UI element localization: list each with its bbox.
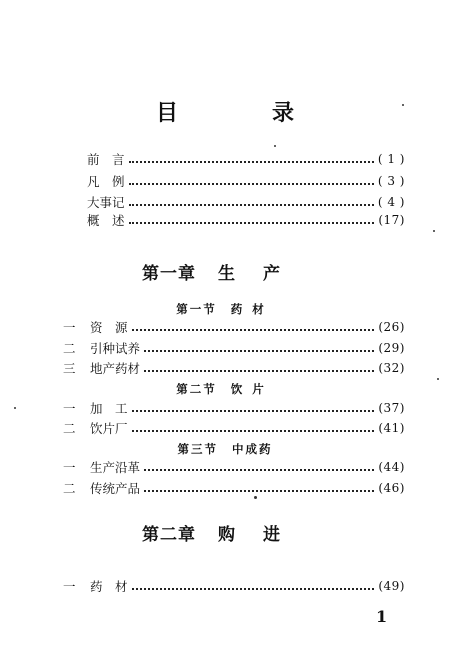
dot-leader (129, 204, 374, 206)
scan-speck (254, 496, 257, 499)
toc-row-conventions[interactable] (87, 172, 405, 190)
dot-leader (129, 222, 375, 224)
chapter-heading[interactable] (0, 520, 450, 545)
chapter-heading[interactable] (0, 259, 450, 284)
section-number: 第二节 (176, 382, 217, 396)
toc-entry-index: 三 (63, 361, 76, 376)
toc-entry-index: 二 (63, 421, 76, 436)
toc-page-number: (32) (378, 361, 405, 375)
toc-entry-index: 一 (63, 460, 76, 475)
toc-entry-label: 引种试养 (90, 341, 141, 356)
toc-row[interactable] (63, 577, 405, 595)
chapter-title: 生产 (218, 264, 308, 284)
toc-entry-label: 凡 例 (87, 174, 125, 189)
toc-entry-index: 一 (63, 320, 76, 335)
dot-leader (132, 430, 375, 432)
toc-entry-label: 大事记 (87, 195, 125, 210)
scan-speck (437, 378, 439, 380)
toc-page-number: (41) (378, 421, 405, 435)
dot-leader (144, 370, 374, 372)
toc-entry-index: 一 (63, 579, 76, 594)
toc-entry-index: 二 (63, 481, 76, 496)
scan-speck (14, 407, 16, 409)
toc-row[interactable] (63, 318, 405, 336)
dot-leader (132, 588, 375, 590)
dot-leader (132, 329, 375, 331)
toc-page-number: (49) (378, 579, 405, 593)
toc-row[interactable] (63, 479, 405, 497)
toc-entry-label: 地产药材 (90, 361, 141, 376)
section-heading[interactable] (0, 301, 450, 317)
section-title: 药材 (230, 302, 274, 316)
toc-row[interactable] (63, 359, 405, 377)
chapter-number: 第一章 (142, 264, 196, 284)
toc-page-number: (17) (378, 213, 405, 227)
toc-entry-label: 资 源 (90, 320, 128, 335)
toc-entry-index: 一 (63, 401, 76, 416)
toc-page-number: (44) (378, 460, 405, 474)
section-number: 第一节 (176, 302, 217, 316)
scan-speck (274, 145, 276, 147)
toc-page-number: (37) (378, 401, 405, 415)
toc-page-number: ( 3 ) (377, 174, 405, 188)
dot-leader (129, 183, 374, 185)
toc-page-number: ( 4 ) (377, 195, 405, 209)
scan-speck (402, 104, 404, 106)
section-heading[interactable] (0, 381, 450, 397)
page-number: 1 (376, 607, 388, 626)
chapter-title: 购进 (218, 525, 308, 545)
section-number: 第三节 (177, 442, 218, 456)
page-title: 目 录 (155, 101, 330, 126)
toc-entry-index: 二 (63, 341, 76, 356)
toc-entry-label: 概 述 (87, 213, 125, 228)
toc-entry-label: 饮片厂 (90, 421, 128, 436)
toc-row[interactable] (63, 458, 405, 476)
chapter-number: 第二章 (142, 525, 196, 545)
toc-row[interactable] (63, 399, 405, 417)
toc-entry-label: 前 言 (87, 152, 125, 167)
section-heading[interactable] (0, 441, 450, 457)
dot-leader (129, 161, 374, 163)
dot-leader (144, 490, 374, 492)
dot-leader (132, 410, 375, 412)
toc-entry-label: 生产沿革 (90, 460, 141, 475)
toc-page-number: ( 1 ) (377, 152, 405, 166)
toc-row-chronicle[interactable] (87, 193, 405, 211)
toc-entry-label: 传统产品 (90, 481, 141, 496)
toc-page-number: (29) (378, 341, 405, 355)
toc-row-overview[interactable] (87, 211, 405, 229)
dot-leader (144, 469, 374, 471)
section-title: 中成药 (232, 442, 273, 456)
toc-row[interactable] (63, 339, 405, 357)
scan-speck (433, 230, 435, 232)
toc-row-preface[interactable] (87, 150, 405, 168)
toc-page-number: (26) (378, 320, 405, 334)
dot-leader (144, 350, 374, 352)
toc-entry-label: 药 材 (90, 579, 128, 594)
toc-entry-label: 加 工 (90, 401, 128, 416)
section-title: 饮片 (230, 382, 274, 396)
toc-row[interactable] (63, 419, 405, 437)
toc-page-number: (46) (378, 481, 405, 495)
